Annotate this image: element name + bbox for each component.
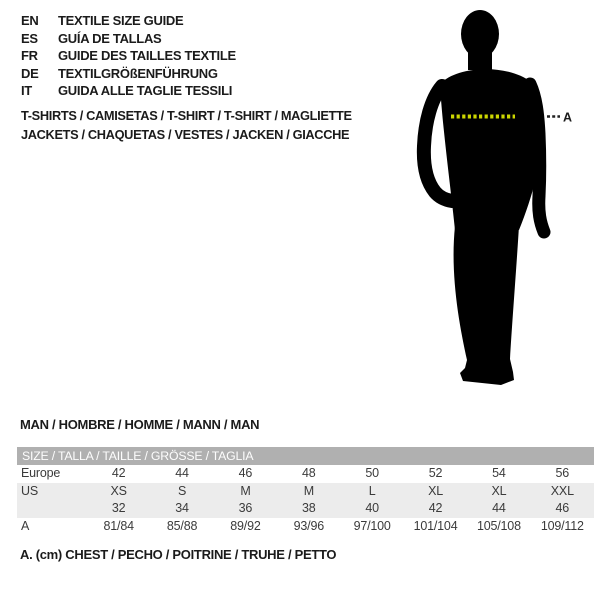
table-cell: 38 [302, 501, 316, 515]
table-cell: L [368, 483, 376, 498]
table-cell: 46 [238, 466, 253, 480]
language-row-it [21, 82, 236, 100]
table-cell: M [303, 483, 314, 498]
row-label [17, 500, 87, 518]
language-row-es [21, 30, 236, 48]
table-cell: S [177, 483, 187, 498]
table-cell: 93/96 [293, 518, 324, 533]
table-row-secondary-sizes [17, 500, 594, 518]
table-cell: 109/112 [540, 518, 584, 533]
row-label: Europe [21, 466, 61, 480]
garment-category-list [21, 106, 352, 144]
table-cell: 97/100 [353, 518, 391, 533]
language-list [21, 12, 236, 100]
table-cell: M [240, 483, 251, 498]
legs [454, 226, 519, 385]
table-row-us [17, 483, 594, 501]
language-code: DE [21, 65, 39, 81]
table-cell: XL [428, 483, 443, 498]
neck [468, 44, 492, 70]
table-cell: 54 [492, 466, 506, 480]
table-cell: 34 [175, 501, 189, 515]
size-table [17, 447, 594, 535]
table-cell: 56 [555, 466, 570, 480]
language-code: EN [21, 13, 39, 28]
table-cell: 42 [428, 501, 443, 515]
table-cell: 46 [555, 501, 570, 515]
language-label: GUÍA DE TALLAS [58, 30, 162, 46]
language-label: TEXTILE SIZE GUIDE [58, 13, 184, 28]
table-cell: 32 [111, 501, 126, 515]
size-table-header: SIZE / TALLA / TAILLE / GRÖSSE / TAGLIA [17, 447, 594, 465]
table-cell: 44 [492, 501, 506, 515]
language-row-en [21, 12, 236, 30]
table-cell: 50 [365, 466, 379, 480]
table-cell: 42 [111, 466, 126, 480]
table-cell: 81/84 [103, 518, 134, 533]
language-code: IT [21, 83, 32, 99]
gender-section-title: MAN / HOMBRE / HOMME / MANN / MAN [20, 417, 260, 432]
category-line-jackets: JACKETS / CHAQUETAS / VESTES / JACKEN / GIACCHE [21, 127, 350, 142]
table-row-europe [17, 465, 594, 483]
table-cell: XS [110, 483, 127, 498]
measure-label-a: A [563, 110, 573, 125]
table-cell: 52 [428, 466, 443, 480]
table-row-chest-a [17, 518, 594, 536]
table-cell: 105/108 [477, 518, 521, 533]
table-cell: 44 [175, 466, 189, 480]
measurement-footnote: A. (cm) CHEST / PECHO / POITRINE / TRUHE / PETTO [20, 547, 337, 562]
table-cell: 36 [238, 501, 253, 515]
table-cell: XL [491, 483, 507, 498]
language-code: FR [21, 48, 38, 64]
language-label: TEXTILGRÖßENFÜHRUNG [58, 65, 218, 81]
row-label: US [21, 483, 38, 498]
table-cell: 48 [302, 466, 316, 480]
row-label: A [21, 518, 30, 533]
language-label: GUIDE DES TAILLES TEXTILE [58, 48, 236, 64]
language-row-de [21, 65, 236, 83]
category-line-tshirts: T-SHIRTS / CAMISETAS / T-SHIRT / T-SHIRT / MAGLIETTE [21, 108, 352, 123]
man-silhouette-figure [413, 4, 581, 396]
language-code: ES [21, 30, 38, 46]
table-cell: 101/104 [413, 518, 458, 533]
table-cell: XXL [550, 483, 574, 498]
table-cell: 85/88 [166, 518, 198, 533]
language-label: GUIDA ALLE TAGLIE TESSILI [58, 83, 233, 99]
table-cell: 89/92 [230, 518, 261, 533]
language-row-fr [21, 47, 236, 65]
table-cell: 40 [365, 501, 379, 515]
